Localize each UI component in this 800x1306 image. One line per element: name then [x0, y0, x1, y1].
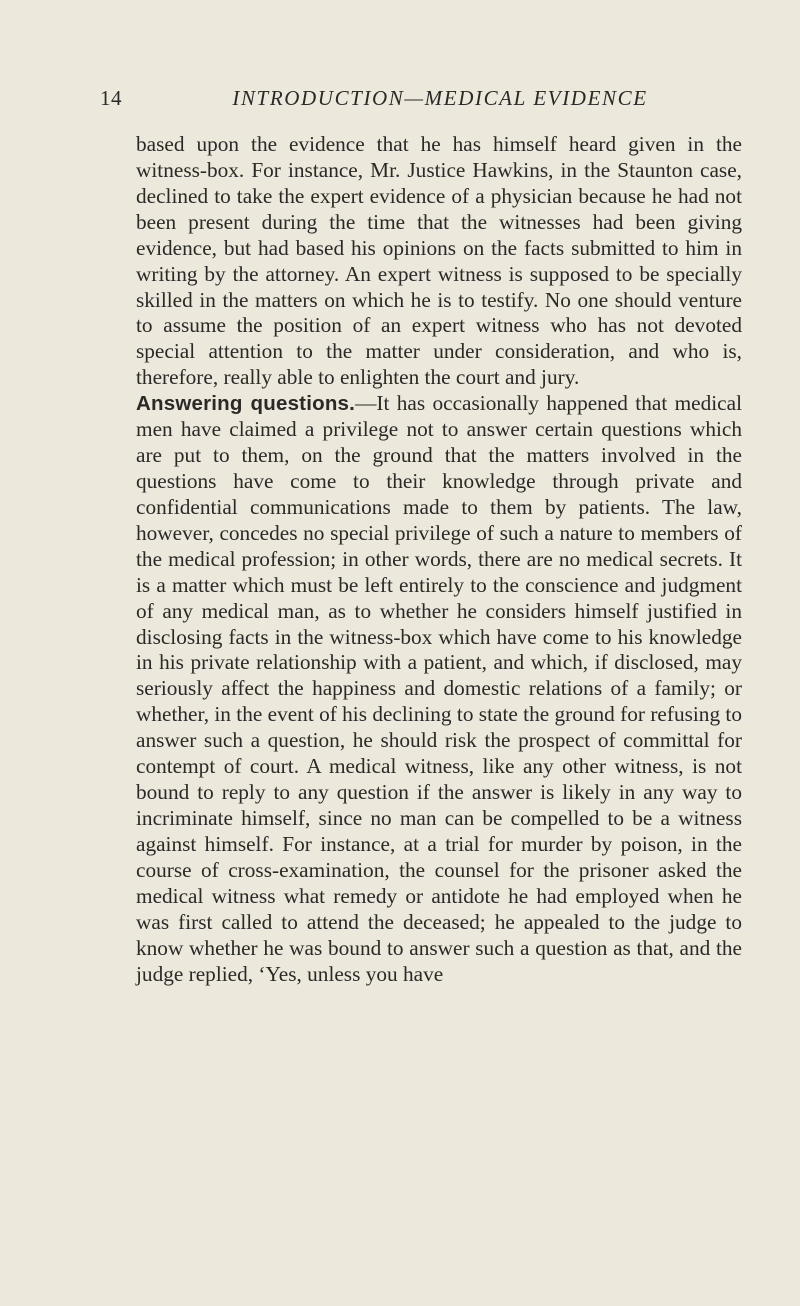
page-number: 14	[100, 86, 122, 110]
page-header	[100, 86, 740, 116]
paragraph-answering-body: —It has occasionally happened that medical men have claimed a privilege not to answer certain questions which are put to them, on the ground that the matters involved in the questions have come to their knowledge through private and confidential communications made to them by patients. The law, however, concedes no special privilege of such a nature to members of the medical profession; in other words, there are no medical secrets. It is a matter which must be left entirely to the conscience and judgment of any medical man, as to whether he considers himself justified in disclosing facts in the witness-box which have come to his knowledge in his private relationship with a patient, and which, if disclosed, may seriously affect the happiness and domestic relations of a family; or whether, in the event of his declining to state the ground for refusing to answer such a question, he should risk the prospect of committal for contempt of court. A medical witness, like any other witness, is not bound to reply to any question if the answer is likely in any way to incriminate himself, since no man can be compelled to be a witness against himself. For instance, at a trial for murder by poison, in the course of cross-examination, the counsel for the prisoner asked the medical witness what remedy or antidote he had employed when he was first called to attend the deceased; he appealed to the judge to know whether he was bound to answer such a question as that, and the judge replied, ‘Yes, unless you have	[136, 391, 743, 986]
paragraph-answering-questions	[136, 391, 742, 987]
sidehead-answering-questions: Answering questions.	[136, 392, 356, 416]
paragraph-continuation: based upon the evidence that he has himself heard given in the witness-box. For instance, Mr. Justice Hawkins, in the Staunton case, declined to take the expert evidence of a physician because he had not been present during the time that the witnesses had been giving evidence, but had based his opinions on the facts submitted to him in writing by the attorney. An expert witness is supposed to be specially skilled in the matters on which he is to testify. No one should venture to assume the position of an expert witness who has not devoted special attention to the matter under consideration, and who is, therefore, really able to enlighten the court and jury.	[136, 132, 742, 390]
running-title: INTRODUCTION—MEDICAL EVIDENCE	[232, 86, 648, 110]
body-text	[136, 132, 742, 987]
